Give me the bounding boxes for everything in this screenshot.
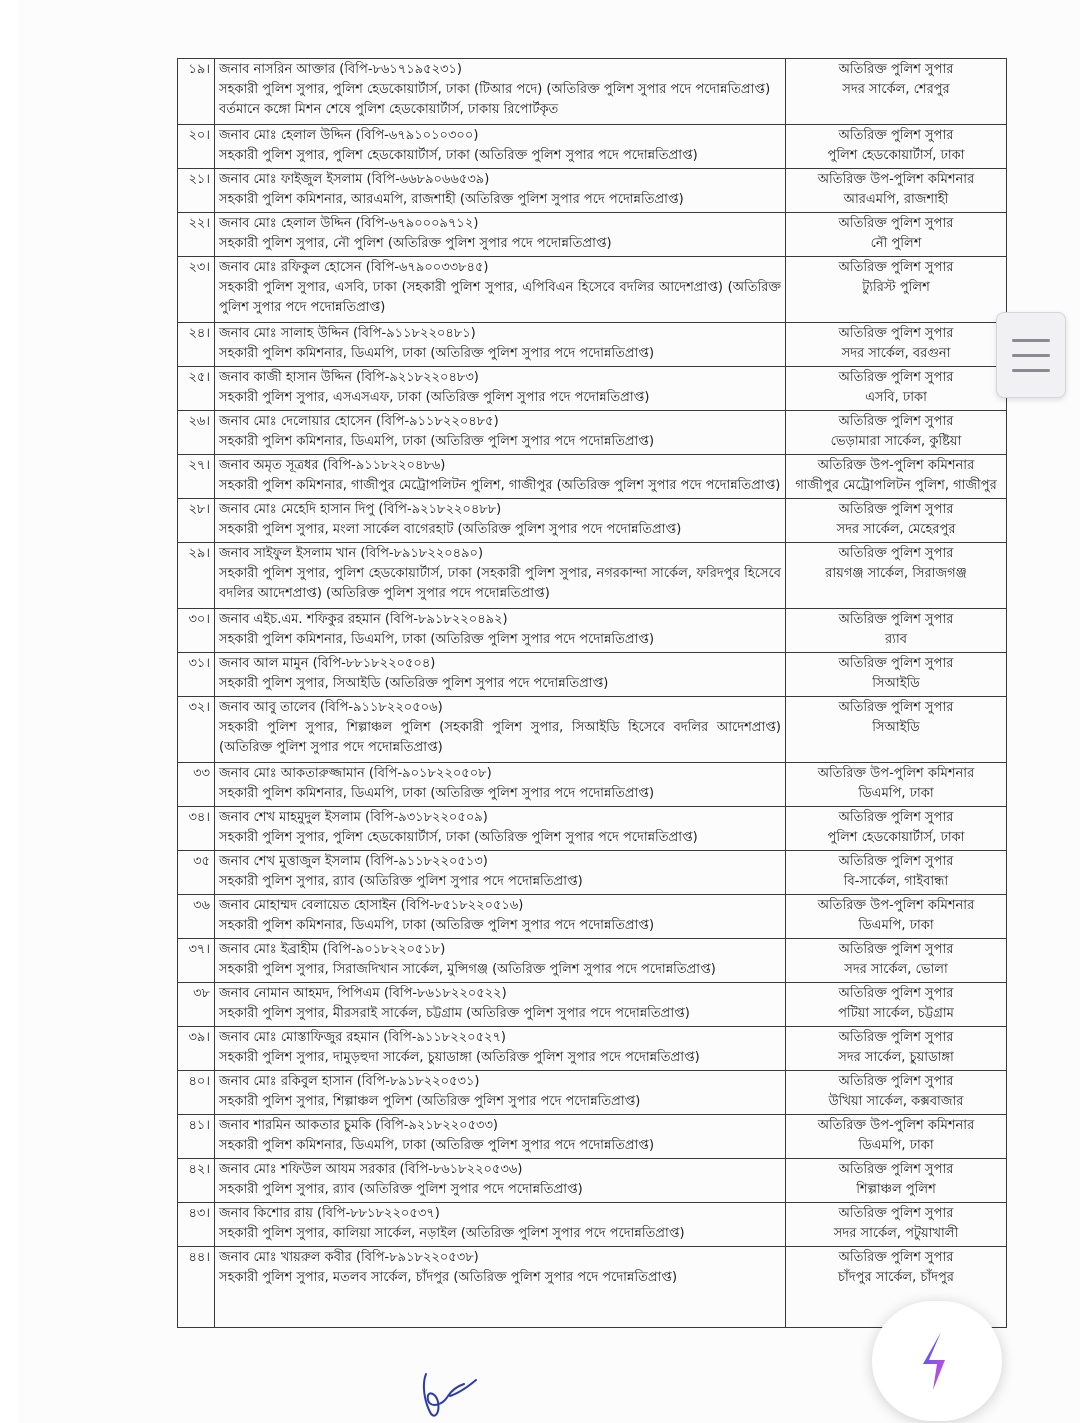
serial-number: ৩২।: [178, 697, 215, 763]
current-posting: সহকারী পুলিশ সুপার, সিরাজদিখান সার্কেল, মুন্সিগঞ্জ (অতিরিক্ত পুলিশ সুপার পদে পদোন্নতিপ্রাপ্ত): [219, 962, 716, 977]
serial-number: ২০।: [178, 125, 215, 169]
new-designation: অতিরিক্ত পুলিশ সুপার: [838, 546, 954, 561]
hamburger-menu-icon: [1012, 369, 1050, 372]
new-designation: অতিরিক্ত পুলিশ সুপার: [838, 1206, 954, 1221]
serial-number: ২৮।: [178, 499, 215, 543]
sparkle-assistant-icon: [911, 1330, 963, 1392]
new-designation: অতিরিক্ত পুলিশ সুপার: [838, 1162, 954, 1177]
serial-number: ৩৯।: [178, 1027, 215, 1071]
serial-number: ১৯।: [178, 59, 215, 125]
new-posting: [786, 257, 1007, 323]
serial-number: ৩৪।: [178, 807, 215, 851]
new-designation: অতিরিক্ত পুলিশ সুপার: [838, 854, 954, 869]
new-station: শিল্পাঞ্চল পুলিশ: [856, 1182, 936, 1197]
current-posting: সহকারী পুলিশ সুপার, এসএসএফ, ঢাকা (অতিরিক্ত পুলিশ সুপার পদে পদোন্নতিপ্রাপ্ত): [219, 390, 650, 405]
table-row: [178, 411, 1007, 455]
new-designation: অতিরিক্ত উপ-পুলিশ কমিশনার: [817, 1118, 975, 1133]
officer-name: জনাব মোঃ মেহেদি হাসান দিপু (বিপি-৯২১৮২২০৪৮৮): [219, 502, 502, 517]
new-posting: [786, 323, 1007, 367]
current-posting: সহকারী পুলিশ কমিশনার, ডিএমপি, ঢাকা (অতিরিক্ত পুলিশ সুপার পদে পদোন্নতিপ্রাপ্ত): [219, 918, 655, 933]
current-posting: সহকারী পুলিশ সুপার, সিআইডি (অতিরিক্ত পুলিশ সুপার পদে পদোন্নতিপ্রাপ্ত): [219, 676, 609, 691]
new-posting: [786, 763, 1007, 807]
new-designation: অতিরিক্ত পুলিশ সুপার: [838, 986, 954, 1001]
assistant-fab-button[interactable]: [872, 1301, 1002, 1421]
serial-number: ২২।: [178, 213, 215, 257]
table-row: [178, 1203, 1007, 1247]
serial-number: ৪২।: [178, 1159, 215, 1203]
officer-name: জনাব এইচ.এম. শফিকুর রহমান (বিপি-৮৯১৮২২০৪৯২): [219, 612, 508, 627]
new-station: সদর সার্কেল, ভোলা: [844, 962, 948, 977]
officer-details: [215, 939, 786, 983]
officer-transfer-table: [177, 58, 1007, 1328]
new-posting: [786, 125, 1007, 169]
table-row: [178, 543, 1007, 609]
serial-number: ২৬।: [178, 411, 215, 455]
officer-name: জনাব শারমিন আকতার চুমকি (বিপি-৯২১৮২২০৫৩৩): [219, 1118, 499, 1133]
new-posting: [786, 939, 1007, 983]
table-row: [178, 1159, 1007, 1203]
new-designation: অতিরিক্ত পুলিশ সুপার: [838, 942, 954, 957]
new-designation: অতিরিক্ত পুলিশ সুপার: [838, 1074, 954, 1089]
serial-number: ৩৩: [178, 763, 215, 807]
new-station: নৌ পুলিশ: [870, 236, 922, 251]
new-station: ট্যুরিস্ট পুলিশ: [862, 280, 930, 295]
serial-number: ৩১।: [178, 653, 215, 697]
new-station: সিআইডি: [872, 676, 920, 691]
officer-name: জনাব মোহাম্মদ বেলায়েত হোসাইন (বিপি-৮৫১৮২২০৫১৬): [219, 898, 524, 913]
new-posting: [786, 1027, 1007, 1071]
officer-details: [215, 367, 786, 411]
new-posting: [786, 1115, 1007, 1159]
current-posting: সহকারী পুলিশ সুপার, পুলিশ হেডকোয়ার্টার্স, ঢাকা (অতিরিক্ত পুলিশ সুপার পদে পদোন্নতিপ্রাপ্ত): [219, 830, 698, 845]
officer-details: [215, 323, 786, 367]
new-station: ডিএমপি, ঢাকা: [858, 918, 934, 933]
current-posting: সহকারী পুলিশ কমিশনার, ডিএমপি, ঢাকা (অতিরিক্ত পুলিশ সুপার পদে পদোন্নতিপ্রাপ্ত): [219, 346, 655, 361]
table-row: [178, 609, 1007, 653]
table-row: [178, 1071, 1007, 1115]
table-row: [178, 939, 1007, 983]
officer-name: জনাব মোঃ রফিকুল হোসেন (বিপি-৬৭৯০০৩৩৮৪৫): [219, 260, 489, 275]
officer-name: জনাব নোমান আহমদ, পিপিএম (বিপি-৮৬১৮২২০৫২২): [219, 986, 507, 1001]
new-posting: [786, 411, 1007, 455]
new-designation: অতিরিক্ত পুলিশ সুপার: [838, 326, 954, 341]
officer-name: জনাব মোঃ দেলোয়ার হোসেন (বিপি-৯১১৮২২০৪৮৫): [219, 414, 499, 429]
new-station: সদর সার্কেল, বরগুনা: [841, 346, 951, 361]
officer-details: [215, 1115, 786, 1159]
table-row: [178, 1027, 1007, 1071]
new-posting: [786, 609, 1007, 653]
new-designation: অতিরিক্ত উপ-পুলিশ কমিশনার: [817, 898, 975, 913]
new-designation: অতিরিক্ত পুলিশ সুপার: [838, 62, 954, 77]
new-posting: [786, 807, 1007, 851]
officer-details: [215, 125, 786, 169]
new-station: ভেড়ামারা সার্কেল, কুষ্টিয়া: [830, 434, 962, 449]
serial-number: ৩৫: [178, 851, 215, 895]
serial-number: ২৯।: [178, 543, 215, 609]
serial-number: ৩৭।: [178, 939, 215, 983]
table-row: [178, 59, 1007, 125]
table-row: [178, 653, 1007, 697]
officer-name: জনাব মোঃ সালাহ উদ্দিন (বিপি-৯১১৮২২০৪৮১): [219, 326, 476, 341]
new-designation: অতিরিক্ত পুলিশ সুপার: [838, 1250, 954, 1265]
hamburger-menu-icon: [1012, 354, 1050, 357]
officer-name: জনাব আল মামুন (বিপি-৮৮১৮২২০৫০৪): [219, 656, 436, 671]
officer-details: [215, 1203, 786, 1247]
handwritten-signature-icon: [412, 1366, 492, 1422]
new-designation: অতিরিক্ত উপ-পুলিশ কমিশনার: [817, 172, 975, 187]
new-station: ডিএমপি, ঢাকা: [858, 786, 934, 801]
new-station: সদর সার্কেল, মেহেরপুর: [836, 522, 956, 537]
new-station: এসবি, ঢাকা: [865, 390, 927, 405]
officer-details: [215, 1071, 786, 1115]
table-row: [178, 895, 1007, 939]
serial-number: ২৪।: [178, 323, 215, 367]
new-designation: অতিরিক্ত পুলিশ সুপার: [838, 502, 954, 517]
serial-number: ২৫।: [178, 367, 215, 411]
serial-number: ৩৬: [178, 895, 215, 939]
table-row: [178, 983, 1007, 1027]
officer-name: জনাব মোঃ শফিউল আযম সরকার (বিপি-৮৬১৮২২০৫৩৬): [219, 1162, 523, 1177]
officer-details: [215, 1247, 786, 1328]
new-posting: [786, 499, 1007, 543]
officer-details: [215, 411, 786, 455]
new-designation: অতিরিক্ত পুলিশ সুপার: [838, 656, 954, 671]
serial-number: ৩৮: [178, 983, 215, 1027]
new-posting: [786, 1203, 1007, 1247]
officer-name: জনাব মোঃ হেলাল উদ্দিন (বিপি-৬৭৯১০১০৩০০): [219, 128, 479, 143]
new-station: পটিয়া সার্কেল, চট্টগ্রাম: [838, 1006, 954, 1021]
current-posting: সহকারী পুলিশ কমিশনার, ডিএমপি, ঢাকা (অতিরিক্ত পুলিশ সুপার পদে পদোন্নতিপ্রাপ্ত): [219, 786, 655, 801]
table-row: [178, 213, 1007, 257]
officer-name: জনাব সাইফুল ইসলাম খান (বিপি-৮৯১৮২২০৪৯০): [219, 546, 484, 561]
serial-number: ৩০।: [178, 609, 215, 653]
current-posting: সহকারী পুলিশ সুপার, শিল্পাঞ্চল পুলিশ (সহকারী পুলিশ সুপার, সিআইডি হিসেবে বদলির আদেশপ্রাপ্ত) (অতিরিক্ত পুলিশ সুপার পদে পদোন্নতিপ্রাপ্ত): [219, 720, 781, 755]
officer-details: [215, 59, 786, 125]
officer-name: জনাব আবু তালেব (বিপি-৯১১৮২২০৫০৬): [219, 700, 443, 715]
current-posting: সহকারী পুলিশ সুপার, মংলা সার্কেল বাগেরহাট (অতিরিক্ত পুলিশ সুপার পদে পদোন্নতিপ্রাপ্ত): [219, 522, 682, 537]
officer-details: [215, 213, 786, 257]
current-posting: সহকারী পুলিশ সুপার, পুলিশ হেডকোয়ার্টার্স, ঢাকা (টিআর পদে) (অতিরিক্ত পুলিশ সুপার পদে পদোন্নতিপ্রাপ্ত): [219, 82, 771, 97]
new-station: পুলিশ হেডকোয়ার্টার্স, ঢাকা: [827, 830, 965, 845]
current-posting: সহকারী পুলিশ কমিশনার, আরএমপি, রাজশাহী (অতিরিক্ত পুলিশ সুপার পদে পদোন্নতিপ্রাপ্ত): [219, 192, 684, 207]
serial-number: ৪৩।: [178, 1203, 215, 1247]
officer-name: জনাব মোঃ আকতারুজ্জামান (বিপি-৯০১৮২২০৫০৮): [219, 766, 492, 781]
officer-name: জনাব কিশোর রায় (বিপি-৮৮১৮২২০৫৩৭): [219, 1206, 440, 1221]
table-row: [178, 697, 1007, 763]
officer-name: জনাব মোঃ মোস্তাফিজুর রহমান (বিপি-৯১১৮২২০৫২৭): [219, 1030, 507, 1045]
officer-details: [215, 653, 786, 697]
new-station: বি-সার্কেল, গাইবান্ধা: [843, 874, 949, 889]
current-posting: সহকারী পুলিশ সুপার, কালিয়া সার্কেল, নড়াইল (অতিরিক্ত পুলিশ সুপার পদে পদোন্নতিপ্রাপ্ত): [219, 1226, 685, 1241]
new-posting: [786, 895, 1007, 939]
current-posting: সহকারী পুলিশ কমিশনার, ডিএমপি, ঢাকা (অতিরিক্ত পুলিশ সুপার পদে পদোন্নতিপ্রাপ্ত): [219, 632, 655, 647]
new-station: সদর সার্কেল, শেরপুর: [842, 82, 950, 97]
serial-number: ২৩।: [178, 257, 215, 323]
officer-details: [215, 807, 786, 851]
officer-name: জনাব শেখ মুত্তাজুল ইসলাম (বিপি-৯১১৮২২০৫১৩): [219, 854, 488, 869]
new-posting: [786, 653, 1007, 697]
new-station: সদর সার্কেল, পটুয়াখালী: [833, 1226, 959, 1241]
officer-name: জনাব মোঃ ফাইজুল ইসলাম (বিপি-৬৬৮৯০৬৬৫৩৯): [219, 172, 490, 187]
current-posting: সহকারী পুলিশ সুপার, র‌্যাব (অতিরিক্ত পুলিশ সুপার পদে পদোন্নতিপ্রাপ্ত): [219, 874, 583, 889]
officer-details: [215, 1159, 786, 1203]
new-posting: [786, 367, 1007, 411]
new-station: সদর সার্কেল, চুয়াডাঙ্গা: [838, 1050, 954, 1065]
serial-number: ৪০।: [178, 1071, 215, 1115]
new-posting: [786, 697, 1007, 763]
new-posting: [786, 455, 1007, 499]
new-posting: [786, 169, 1007, 213]
new-posting: [786, 59, 1007, 125]
current-posting: সহকারী পুলিশ সুপার, মীরসরাই সার্কেল, চট্টগ্রাম (অতিরিক্ত পুলিশ সুপার পদে পদোন্নতিপ্রাপ্ত): [219, 1006, 690, 1021]
new-posting: [786, 1071, 1007, 1115]
table-row: [178, 807, 1007, 851]
new-station: র‌্যাব: [885, 632, 907, 647]
new-designation: অতিরিক্ত উপ-পুলিশ কমিশনার: [817, 766, 975, 781]
new-designation: অতিরিক্ত পুলিশ সুপার: [838, 810, 954, 825]
officer-name: জনাব অমৃত সূত্রধর (বিপি-৯১১৮২২০৪৮৬): [219, 458, 446, 473]
new-station: চাঁদপুর সার্কেল, চাঁদপুর: [838, 1270, 954, 1285]
current-posting: সহকারী পুলিশ কমিশনার, ডিএমপি, ঢাকা (অতিরিক্ত পুলিশ সুপার পদে পদোন্নতিপ্রাপ্ত): [219, 1138, 655, 1153]
officer-details: [215, 895, 786, 939]
officer-name: জনাব মোঃ খায়রুল কবীর (বিপি-৮৯১৮২২০৫৩৮): [219, 1250, 479, 1265]
table-row: [178, 257, 1007, 323]
current-posting: সহকারী পুলিশ সুপার, র‌্যাব (অতিরিক্ত পুলিশ সুপার পদে পদোন্নতিপ্রাপ্ত): [219, 1182, 583, 1197]
new-posting: [786, 543, 1007, 609]
officer-name: জনাব মোঃ ইব্রাহীম (বিপি-৯০১৮২২০৫১৮): [219, 942, 446, 957]
current-posting: সহকারী পুলিশ সুপার, শিল্পাঞ্চল পুলিশ (অতিরিক্ত পুলিশ সুপার পদে পদোন্নতিপ্রাপ্ত): [219, 1094, 641, 1109]
new-designation: অতিরিক্ত পুলিশ সুপার: [838, 700, 954, 715]
officer-details: [215, 169, 786, 213]
new-designation: অতিরিক্ত পুলিশ সুপার: [838, 128, 954, 143]
officer-name: জনাব নাসরিন আক্তার (বিপি-৮৬১৭১৯৫২৩১): [219, 62, 463, 77]
new-station: সিআইডি: [872, 720, 920, 735]
current-posting: সহকারী পুলিশ সুপার, পুলিশ হেডকোয়ার্টার্স, ঢাকা (অতিরিক্ত পুলিশ সুপার পদে পদোন্নতিপ্রাপ্ত): [219, 148, 698, 163]
new-designation: অতিরিক্ত পুলিশ সুপার: [838, 612, 954, 627]
new-designation: অতিরিক্ত উপ-পুলিশ কমিশনার: [817, 458, 975, 473]
officer-name: জনাব মোঃ হেলাল উদ্দিন (বিপি-৬৭৯০০০৯৭১২): [219, 216, 479, 231]
side-menu-handle[interactable]: [996, 312, 1066, 398]
officer-details: [215, 543, 786, 609]
table-row: [178, 851, 1007, 895]
new-designation: অতিরিক্ত পুলিশ সুপার: [838, 260, 954, 275]
table-row: [178, 169, 1007, 213]
table-row: [178, 1115, 1007, 1159]
table-row: [178, 125, 1007, 169]
current-posting: সহকারী পুলিশ সুপার, দামুড়হুদা সার্কেল, চুয়াডাঙ্গা (অতিরিক্ত পুলিশ সুপার পদে পদোন্নতিপ্রাপ্ত): [219, 1050, 700, 1065]
officer-name: জনাব কাজী হাসান উদ্দিন (বিপি-৯২১৮২২০৪৮৩): [219, 370, 479, 385]
officer-details: [215, 609, 786, 653]
serial-number: ৪৪।: [178, 1247, 215, 1328]
new-designation: অতিরিক্ত পুলিশ সুপার: [838, 216, 954, 231]
officer-details: [215, 257, 786, 323]
officer-details: [215, 697, 786, 763]
new-station: উখিয়া সার্কেল, কক্সবাজার: [828, 1094, 964, 1109]
officer-details: [215, 763, 786, 807]
table-row: [178, 323, 1007, 367]
new-station: ডিএমপি, ঢাকা: [858, 1138, 934, 1153]
posting-note: বর্তমানে কঙ্গো মিশন শেষে পুলিশ হেডকোয়ার্টার্স, ঢাকায় রিপোর্টকৃত: [219, 102, 559, 117]
new-designation: অতিরিক্ত পুলিশ সুপার: [838, 1030, 954, 1045]
table-row: [178, 455, 1007, 499]
serial-number: ২৭।: [178, 455, 215, 499]
new-posting: [786, 1159, 1007, 1203]
officer-details: [215, 851, 786, 895]
new-posting: [786, 213, 1007, 257]
new-station: গাজীপুর মেট্রোপলিটন পুলিশ, গাজীপুর: [795, 478, 997, 493]
officer-name: জনাব মোঃ রকিবুল হাসান (বিপি-৮৯১৮২২০৫৩১): [219, 1074, 480, 1089]
current-posting: সহকারী পুলিশ সুপার, নৌ পুলিশ (অতিরিক্ত পুলিশ সুপার পদে পদোন্নতিপ্রাপ্ত): [219, 236, 612, 251]
new-designation: অতিরিক্ত পুলিশ সুপার: [838, 414, 954, 429]
officer-details: [215, 455, 786, 499]
officer-details: [215, 499, 786, 543]
current-posting: সহকারী পুলিশ কমিশনার, গাজীপুর মেট্রোপলিটন পুলিশ, গাজীপুর (অতিরিক্ত পুলিশ সুপার পদে পদোন্নতিপ্রাপ্ত): [219, 478, 781, 493]
new-posting: [786, 983, 1007, 1027]
current-posting: সহকারী পুলিশ সুপার, পুলিশ হেডকোয়ার্টার্স, ঢাকা (সহকারী পুলিশ সুপার, নগরকান্দা সার্কেল, ফরিদপুর হিসেবে বদলির আদেশপ্রাপ্ত) (অতিরিক্ত পুলিশ সুপার পদে পদোন্নতিপ্রাপ্ত): [219, 566, 781, 601]
officer-name: জনাব শেখ মাহমুদুল ইসলাম (বিপি-৯৩১৮২২০৫০৯): [219, 810, 488, 825]
serial-number: ২১।: [178, 169, 215, 213]
new-station: পুলিশ হেডকোয়ার্টার্স, ঢাকা: [827, 148, 965, 163]
current-posting: সহকারী পুলিশ সুপার, মতলব সার্কেল, চাঁদপুর (অতিরিক্ত পুলিশ সুপার পদে পদোন্নতিপ্রাপ্ত): [219, 1270, 678, 1285]
serial-number: ৪১।: [178, 1115, 215, 1159]
hamburger-menu-icon: [1012, 339, 1050, 342]
table-row: [178, 763, 1007, 807]
new-posting: [786, 851, 1007, 895]
officer-details: [215, 1027, 786, 1071]
table-row: [178, 1247, 1007, 1328]
officer-details: [215, 983, 786, 1027]
new-station: রায়গঞ্জ সার্কেল, সিরাজগঞ্জ: [825, 566, 967, 581]
table-row: [178, 367, 1007, 411]
table-row: [178, 499, 1007, 543]
current-posting: সহকারী পুলিশ সুপার, এসবি, ঢাকা (সহকারী পুলিশ সুপার, এপিবিএন হিসেবে বদলির আদেশপ্রাপ্ত) (অতিরিক্ত পুলিশ সুপার পদে পদোন্নতিপ্রাপ্ত): [219, 280, 781, 315]
new-designation: অতিরিক্ত পুলিশ সুপার: [838, 370, 954, 385]
current-posting: সহকারী পুলিশ কমিশনার, ডিএমপি, ঢাকা (অতিরিক্ত পুলিশ সুপার পদে পদোন্নতিপ্রাপ্ত): [219, 434, 655, 449]
new-station: আরএমপি, রাজশাহী: [843, 192, 949, 207]
